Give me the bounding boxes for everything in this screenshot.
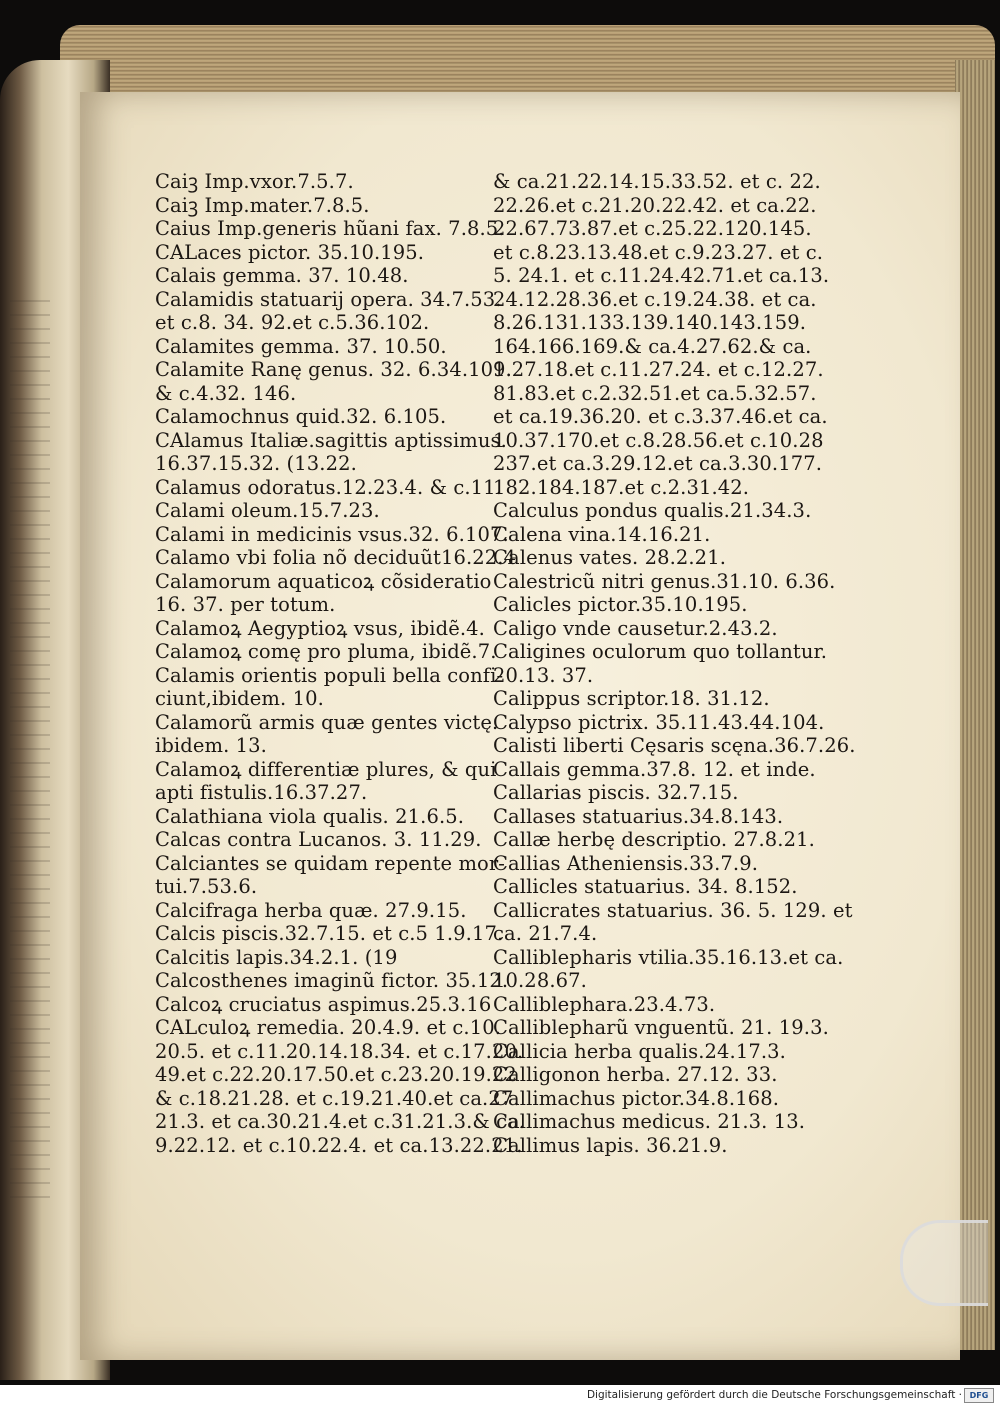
index-entry-line: Calamis orientis populi bella confi- — [155, 663, 504, 687]
index-entry-line: & c.18.21.28. et c.19.21.40.et ca.27. — [155, 1086, 520, 1110]
index-entry-line: Calicles pictor.35.10.195. — [493, 593, 748, 616]
index-entry-line: Caiꝫ Imp.mater.7.8.5. — [155, 193, 370, 217]
index-entry-line: Calciantes se quidam repente mor- — [155, 851, 505, 875]
index-entry-line: CALaces pictor. 35.10.195. — [155, 240, 425, 264]
index-entry-line: Calamidis statuarij opera. 34.7.53. — [155, 287, 502, 311]
index-entry-line: 21.3. et ca.30.21.4.et c.31.21.3.& ca. — [155, 1110, 526, 1133]
index-entry-line: & ca.21.22.14.15.33.52. et c. 22. — [493, 170, 821, 193]
index-entry-line: 16. 37. per totum. — [155, 593, 336, 616]
index-entry-line: Callimachus medicus. 21.3. 13. — [493, 1110, 806, 1133]
index-entry-line: Calamoꝝ comę pro pluma, ibidẽ.7. — [155, 640, 497, 663]
index-entry-line: 10.28.67. — [493, 969, 587, 992]
index-entry-line: & c.4.32. 146. — [155, 381, 297, 405]
index-entry-line: 9.22.12. et c.10.22.4. et ca.13.22.21. — [155, 1133, 523, 1157]
index-entry-line: Calliblephara.23.4.73. — [493, 992, 716, 1016]
index-entry-line: Calcas contra Lucanos. 3. 11.29. — [155, 828, 482, 851]
index-entry-line: Calculus pondus qualis.21.34.3. — [493, 499, 812, 522]
index-entry-line: Calenus vates. 28.2.21. — [493, 546, 726, 569]
index-entry-line: Calliblepharũ vnguentũ. 21. 19.3. — [493, 1016, 829, 1039]
index-entry-line: 22.26.et c.21.20.22.42. et ca.22. — [493, 193, 817, 217]
index-entry-line: Calami oleum.15.7.23. — [155, 499, 380, 522]
index-column-left — [155, 170, 526, 1157]
index-entry-line: Calamus odoratus.12.23.4. & c.11. — [155, 475, 502, 499]
index-entry-line: Callicia herba qualis.24.17.3. — [493, 1039, 786, 1063]
index-entry-line: 16.37.15.32. (13.22. — [155, 452, 357, 475]
index-entry-line: 20.5. et c.11.20.14.18.34. et c.17.20. — [155, 1039, 524, 1063]
index-entry-line: Callicrates statuarius. 36. 5. 129. et — [493, 898, 853, 922]
index-entry-line: Callimachus pictor.34.8.168. — [493, 1086, 780, 1110]
index-entry-line: 49.et c.22.20.17.50.et c.23.20.19.22 — [155, 1063, 517, 1086]
index-entry-line: et c.8. 34. 92.et c.5.36.102. — [155, 311, 430, 334]
index-entry-line: 24.12.28.36.et c.19.24.38. et ca. — [493, 287, 817, 311]
index-entry-line: Callicles statuarius. 34. 8.152. — [493, 875, 798, 898]
index-entry-line: Calamoꝝ Aegyptioꝝ vsus, ibidẽ.4. — [155, 616, 485, 640]
index-entry-line: 164.166.169.& ca.4.27.62.& ca. — [493, 334, 812, 358]
book-fore-edge — [955, 60, 995, 1350]
index-entry-line: ibidem. 13. — [155, 734, 267, 757]
index-entry-line: Calestricũ nitri genus.31.10. 6.36. — [493, 569, 836, 593]
book-top-edge — [60, 25, 995, 95]
index-entry-line: Callais gemma.37.8. 12. et inde. — [493, 757, 816, 781]
index-entry-line: Caligo vnde causetur.2.43.2. — [493, 616, 778, 640]
index-entry-line: 20.13. 37. — [493, 663, 594, 687]
index-entry-line: Calamite Ranę genus. 32. 6.34.101. — [155, 358, 512, 381]
index-entry-line: 9.27.18.et c.11.27.24. et c.12.27. — [493, 358, 824, 381]
index-entry-line: 182.184.187.et c.2.31.42. — [493, 475, 750, 499]
index-entry-line: Calamorũ armis quæ gentes victę. — [155, 710, 499, 734]
digitization-footer — [0, 1385, 1000, 1405]
index-entry-line: Calcosthenes imaginũ fictor. 35.12. — [155, 969, 509, 992]
index-entry-line: Calais gemma. 37. 10.48. — [155, 264, 409, 287]
index-entry-line: 237.et ca.3.29.12.et ca.3.30.177. — [493, 452, 823, 475]
index-entry-line: CAlamus Italiæ.sagittis aptissimus. — [155, 428, 507, 452]
index-entry-line: Calamites gemma. 37. 10.50. — [155, 334, 447, 358]
dfg-logo: DFG — [964, 1388, 994, 1403]
index-entry-line: et ca.19.36.20. et c.3.37.46.et ca. — [493, 405, 828, 428]
index-entry-line: Calypso pictrix. 35.11.43.44.104. — [493, 710, 825, 734]
index-entry-line: Caligines oculorum quo tollantur. — [493, 640, 828, 663]
footer-credit: Digitalisierung gefördert durch die Deutsche Forschungsgemeinschaft · — [586, 1389, 962, 1401]
index-entry-line: Callimus lapis. 36.21.9. — [493, 1133, 728, 1157]
index-entry-line: Calamo vbi folia nõ deciduũt16.22.4 — [155, 546, 517, 569]
index-entry-line: et c.8.23.13.48.et c.9.23.27. et c. — [493, 240, 824, 264]
index-entry-line: 22.67.73.87.et c.25.22.120.145. — [493, 217, 812, 240]
index-entry-line: Calathiana viola qualis. 21.6.5. — [155, 804, 465, 828]
index-entry-line: ciunt,ibidem. 10. — [155, 687, 324, 710]
index-entry-line: CALculoꝝ remedia. 20.4.9. et c.10. — [155, 1016, 502, 1039]
index-entry-line: Calisti liberti Cęsaris scęna.36.7.26. — [493, 734, 856, 757]
index-entry-line: Calcitis lapis.34.2.1. (19 — [155, 945, 398, 969]
index-entry-line: tui.7.53.6. — [155, 875, 258, 898]
index-entry-line: apti fistulis.16.37.27. — [155, 781, 368, 804]
facing-page-text-shadow — [10, 300, 50, 1200]
index-entry-line: Calamorum aquaticoꝝ cõsideratio — [155, 569, 492, 593]
index-entry-line: Calami in medicinis vsus.32. 6.107. — [155, 522, 509, 546]
page-clip — [900, 1220, 988, 1306]
index-entry-line: Calippus scriptor.18. 31.12. — [493, 687, 770, 710]
index-entry-line: 8.26.131.133.139.140.143.159. — [493, 311, 807, 334]
index-column-right — [493, 170, 856, 1157]
index-entry-line: 81.83.et c.2.32.51.et ca.5.32.57. — [493, 381, 817, 405]
index-entry-line: 10.37.170.et c.8.28.56.et c.10.28 — [493, 428, 824, 452]
index-entry-line: Callias Atheniensis.33.7.9. — [493, 851, 759, 875]
index-entry-line: Calena vina.14.16.21. — [493, 522, 711, 546]
index-entry-line: Callases statuarius.34.8.143. — [493, 804, 784, 828]
index-entry-line: Calamoꝝ differentiæ plures, & qui — [155, 757, 497, 781]
index-entry-line: Calligonon herba. 27.12. 33. — [493, 1063, 778, 1086]
index-entry-line: 5. 24.1. et c.11.24.42.71.et ca.13. — [493, 264, 830, 287]
index-entry-line: Caiꝫ Imp.vxor.7.5.7. — [155, 170, 354, 193]
index-entry-line: Calcoꝝ cruciatus aspimus.25.3.16 — [155, 992, 492, 1016]
index-entry-line: Calamochnus quid.32. 6.105. — [155, 405, 447, 428]
index-entry-line: Calcifraga herba quæ. 27.9.15. — [155, 898, 467, 922]
index-entry-line: Calcis piscis.32.7.15. et c.5 1.9.17. — [155, 922, 504, 945]
index-entry-line: Caius Imp.generis hũani fax. 7.8.5. — [155, 217, 505, 240]
index-entry-line: Callarias piscis. 32.7.15. — [493, 781, 739, 804]
index-entry-line: ca. 21.7.4. — [493, 922, 598, 945]
index-entry-line: Callæ herbę descriptio. 27.8.21. — [493, 828, 815, 851]
index-entry-line: Calliblepharis vtilia.35.16.13.et ca. — [493, 945, 844, 969]
